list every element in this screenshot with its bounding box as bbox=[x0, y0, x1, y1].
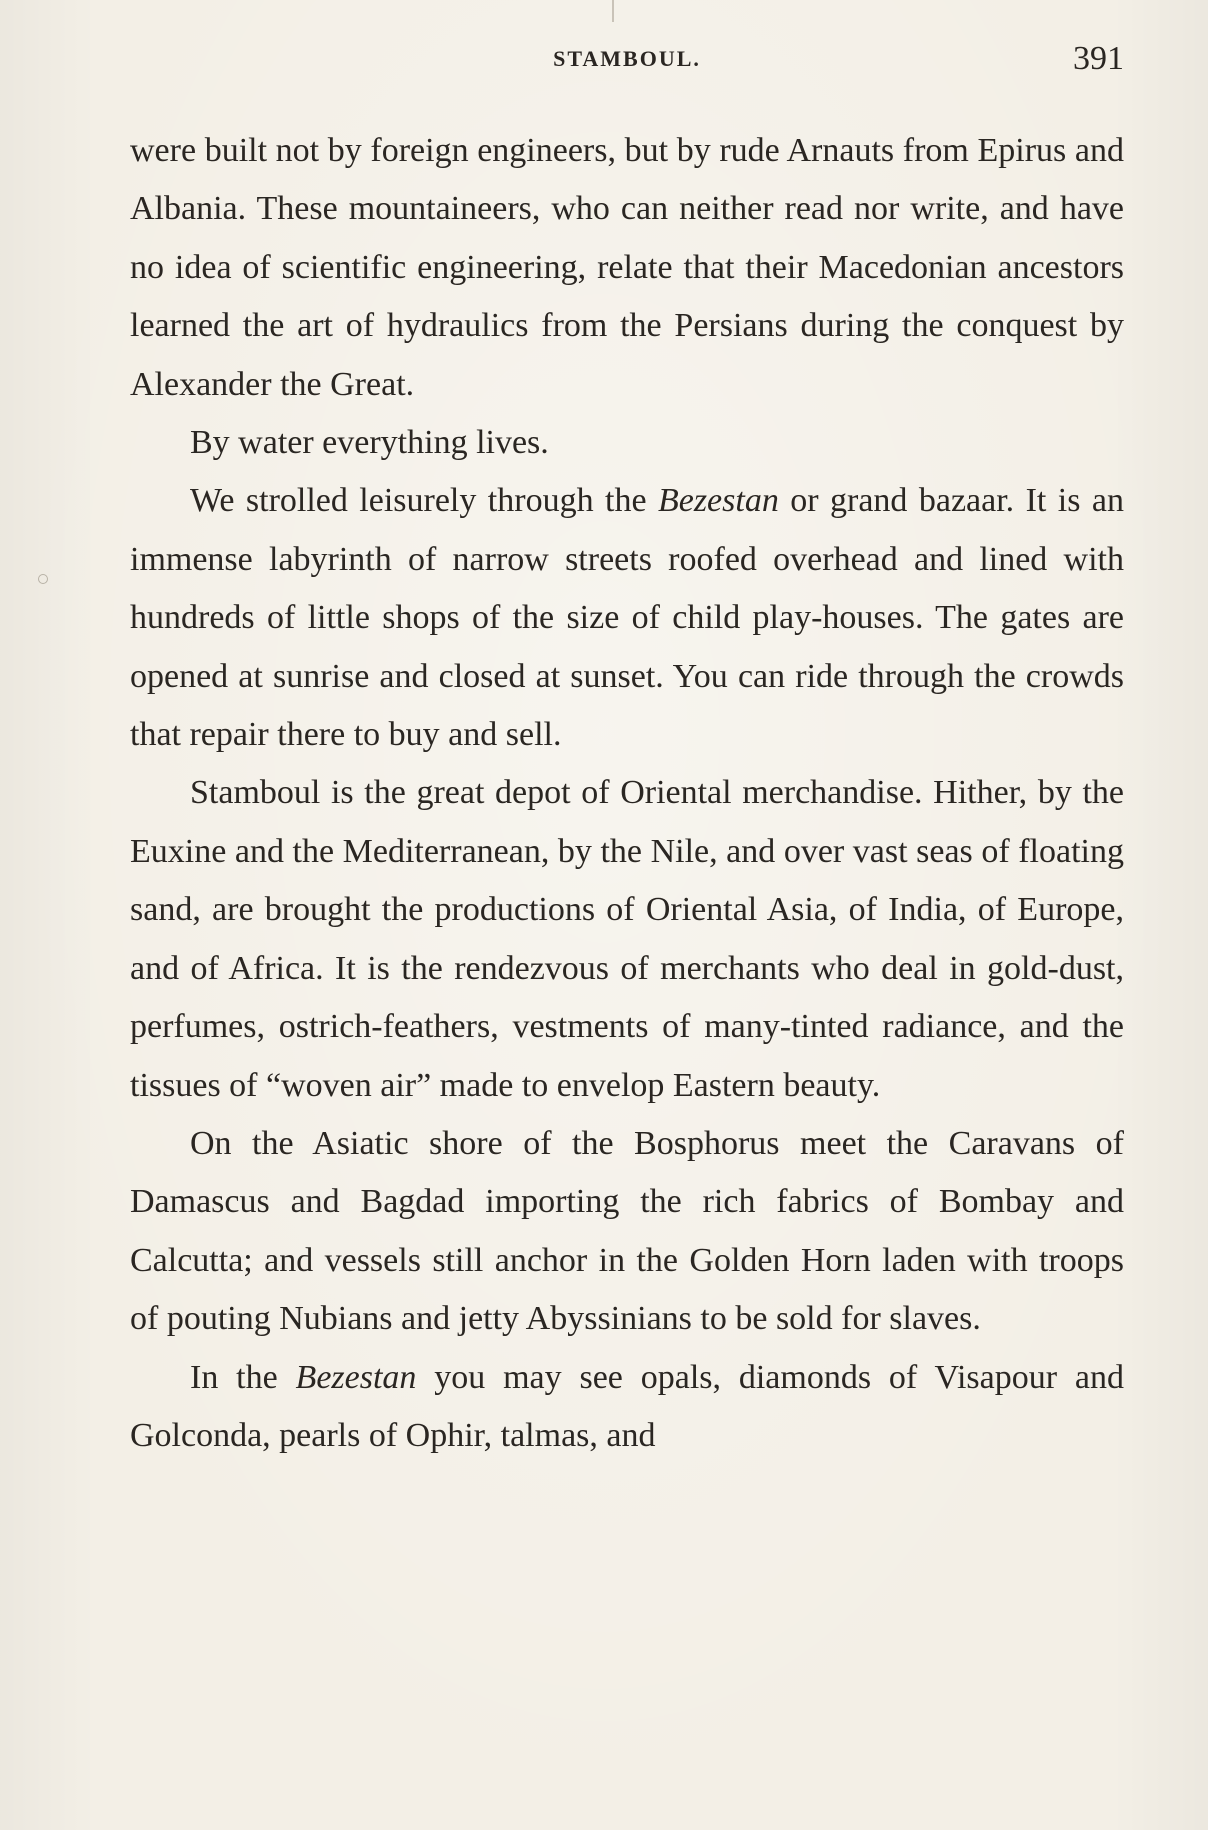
running-head: STAMBOUL. bbox=[553, 46, 701, 71]
paragraph-6-rest: you may see opals, diamonds of Visapour and Golconda, pearls of Ophir, talmas, and bbox=[130, 1358, 1124, 1454]
body-text bbox=[130, 122, 1124, 1465]
gutter-mark bbox=[612, 0, 614, 22]
paragraph-3-rest: or grand bazaar. It is an immense labyrinth of narrow streets roofed overhead and lined with hundreds of little shops of the size of child play-houses. The gates are opened at sunrise and closed at sunset. You can ride through the crowds that repair there to buy and sell. bbox=[130, 482, 1124, 754]
paragraph-3 bbox=[130, 472, 1124, 764]
paragraph-2: By water everything lives. bbox=[190, 424, 549, 462]
paragraph-6 bbox=[130, 1349, 1124, 1466]
paragraph-3-start: We strolled leisurely through the bbox=[190, 482, 658, 520]
paragraph-5: On the Asiatic shore of the Bosphorus meet the Caravans of Damascus and Bagdad importing the rich fabrics of Bombay and Calcutta; and vessels still anchor in the Golden Horn laden with troops of pouting Nubians and jetty Abyssinians to be sold for slaves. bbox=[130, 1124, 1124, 1338]
paragraph-1: were built not by foreign engineers, but by rude Arnauts from Epirus and Albania. These mountaineers, who can neither read nor write, and have no idea of scientific engineering, relate that their Macedonian ancestors learned the art of hydraulics from the Persians during the conquest by Alexander the Great. bbox=[130, 132, 1124, 403]
margin-dot bbox=[38, 574, 48, 584]
bezestan-term-2: Bezestan bbox=[295, 1358, 417, 1396]
paragraph-6-start: In the bbox=[190, 1358, 296, 1396]
page-header bbox=[130, 40, 1124, 84]
bezestan-term: Bezestan bbox=[657, 482, 779, 520]
page-number: 391 bbox=[1073, 40, 1124, 77]
paragraph-4: Stamboul is the great depot of Oriental merchandise. Hither, by the Euxine and the Mediterranean, by the Nile, and over vast seas of floating sand, are brought the productions of Oriental Asia, of India, of Europe, and of Africa. It is the rendezvous of merchants who deal in gold-dust, perfumes, ostrich-feathers, vestments of many-tinted radiance, and the tissues of “woven air” made to envelop Eastern beauty. bbox=[130, 774, 1124, 1104]
